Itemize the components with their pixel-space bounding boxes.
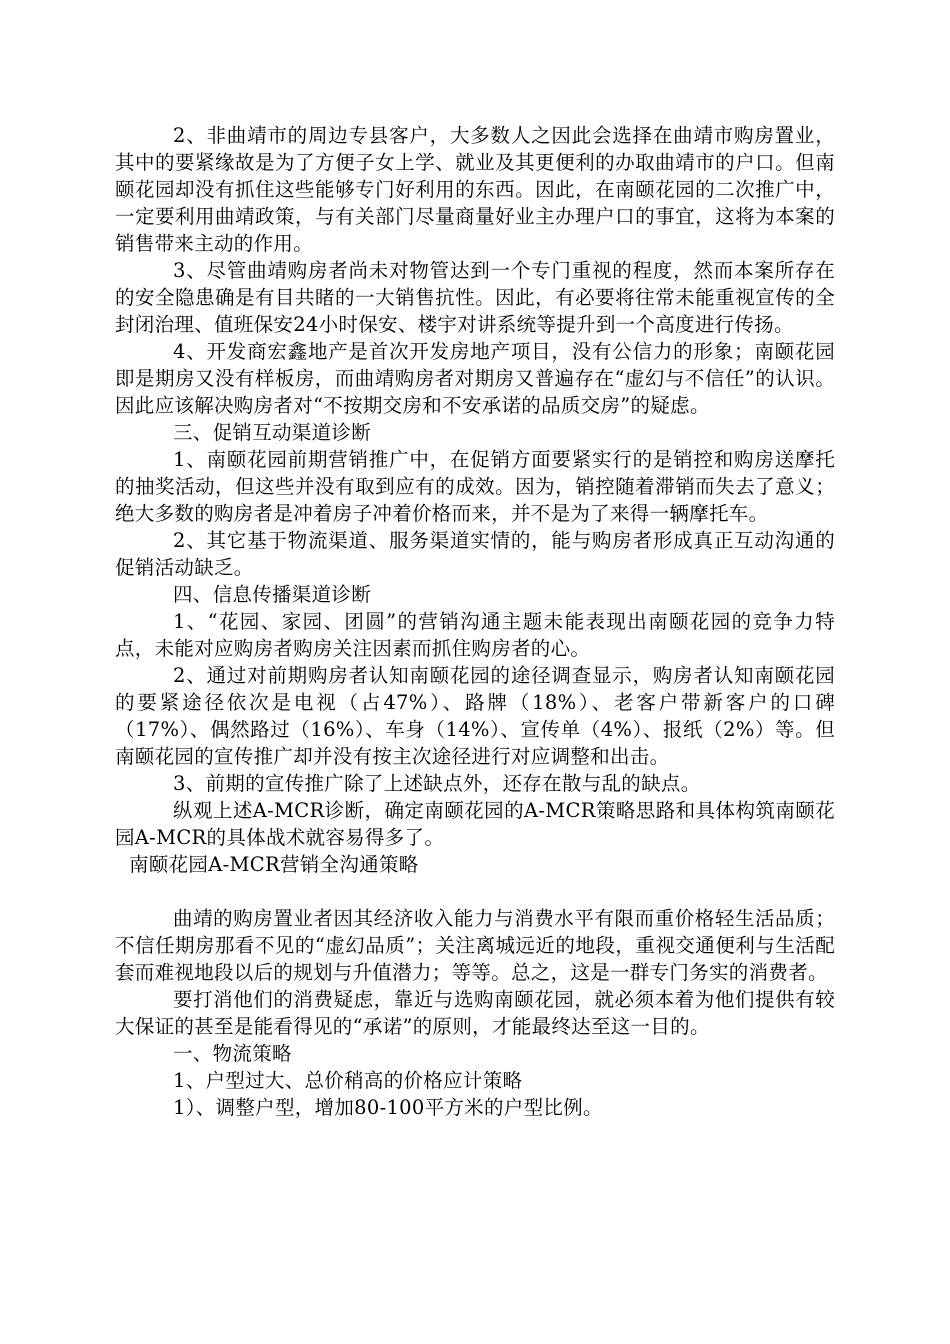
paragraph-commitment-principle: 要打消他们的消费疑虑，靠近与选购南颐花园，就必须本着为他们提供有较大保证的甚至是能看得见的“承诺”的原则，才能最终达至这一目的。: [115, 988, 835, 1038]
paragraph-scattered-promotion: 3、前期的宣传推广除了上述缺点外，还存在散与乱的缺点。: [173, 772, 701, 795]
paragraph-residence-registration: 2、非曲靖市的周边专县客户，大多数人之因此会选择在曲靖市购房置业，其中的要紧缘故是为了方便子女上学、就业及其更便利的办取曲靖市的户口。但南颐花园却没有抓住这些能够专门好利用的东西。因此，在南颐花园的二次推广中，一定要利用曲靖政策，与有关部门尽量商量好业主办理户口的事宜，这将为本案的销售带来主动的作用。: [115, 124, 835, 255]
strategy-subtitle: 南颐花园A-MCR营销全沟通策略: [129, 853, 419, 876]
section-heading-logistics-strategy: 一、物流策略: [173, 1042, 292, 1065]
paragraph-awareness-survey: 2、通过对前期购房者认知南颐花园的途径调查显示，购房者认知南颐花园的要紧途径依次是电视（占47%）、路牌（18%）、老客户带新客户的口碑（17%）、偶然路过（16%）、车身（14%）、宣传单（4%）、报纸（2%）等。但南颐花园的宣传推广却并没有按主次途径进行对应调整和出击。: [115, 664, 835, 768]
paragraph-buyer-profile: 曲靖的购房置业者因其经济收入能力与消费水平有限而重价格轻生活品质；不信任期房那看不见的“虚幻品质”；关注离城远近的地段，重视交通便利与生活配套而难视地段以后的规划与升值潜力；等等。总之，这是一群专门务实的消费者。: [115, 907, 835, 984]
section-heading-information-channel: 四、信息传播渠道诊断: [173, 583, 372, 606]
paragraph-theme-weakness: 1、“花园、家园、团圆”的营销沟通主题未能表现出南颐花园的竞争力特点，未能对应购房者购房关注因素而抓住购房者的心。: [115, 610, 835, 660]
paragraph-property-security: 3、尽管曲靖购房者尚未对物管达到一个专门重视的程度，然而本案所存在的安全隐患确是有目共睹的一大销售抗性。因此，有必要将往常未能重视宣传的全封闭治理、值班保安24小时保安、楼宇对讲系统等提升到一个高度进行传扬。: [115, 259, 835, 336]
paragraph-developer-credibility: 4、开发商宏鑫地产是首次开发房地产项目，没有公信力的形象；南颐花园即是期房又没有样板房，而曲靖购房者对期房又普遍存在“虚幻与不信任”的认识。因此应该解决购房者对“不按期交房和不安承诺的品质交房”的疑虑。: [115, 340, 835, 417]
paragraph-promotion-lottery: 1、南颐花园前期营销推广中，在促销方面要紧实行的是销控和购房送摩托的抽奖活动，但这些并没有取到应有的成效。因为，销控随着滞销而失去了意义；绝大多数的购房者是冲着房子冲着价格而来，并不是为了来得一辆摩托车。: [115, 448, 835, 525]
subsection-heading-pricing-strategy: 1、户型过大、总价稍高的价格应计策略: [173, 1069, 523, 1092]
list-item-adjust-units: 1）、调整户型，增加80-100平方米的户型比例。: [173, 1096, 603, 1119]
paragraph-amcr-summary: 纵观上述A-MCR诊断，确定南颐花园的A-MCR策略思路和具体构筑南颐花园A-MCR的具体战术就容易得多了。: [115, 799, 835, 849]
document-page: [115, 122, 835, 1121]
blank-line: [115, 878, 835, 905]
paragraph-promotion-lacking: 2、其它基于物流渠道、服务渠道实情的，能与购房者形成真正互动沟通的促销活动缺乏。: [115, 529, 835, 579]
section-heading-promotion-channel: 三、促销互动渠道诊断: [173, 421, 372, 444]
